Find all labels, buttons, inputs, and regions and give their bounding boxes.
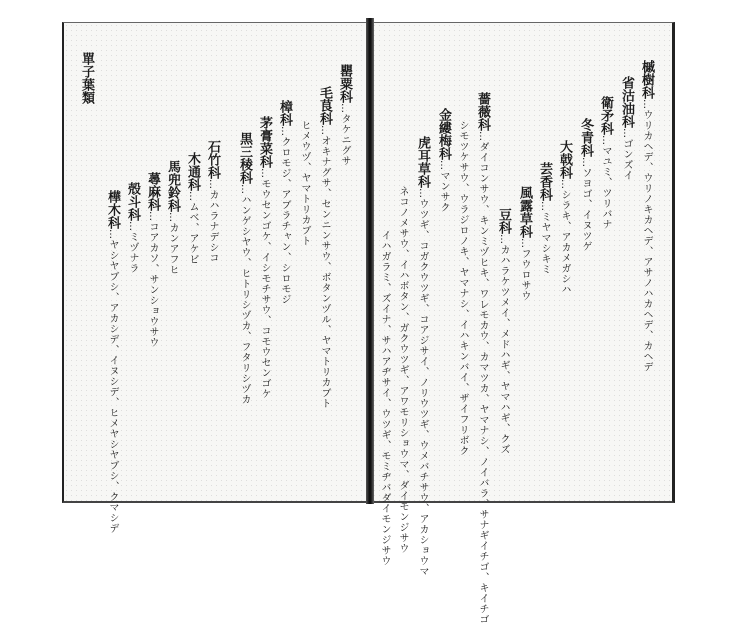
plant-family-column: 衛矛科…マユミ、ツリバナ [598,96,613,230]
plant-family-column: 冬青科…ソヨゴ、イヌツゲ [578,118,593,252]
plant-family-column: シモツケサウ、ウラジロノキ、ヤマナシ、イハキンバイ、ザイフリボク [457,120,468,456]
plant-family-column: 蕁麻科…コアカソ、サンショウサウ [145,172,160,348]
plant-family-column: 樟科…クロモジ、アブラチャン、シロモジ [277,100,292,305]
plant-family-column: 茅膏菜科…モウセンゴケ、イシモチサウ、コモウセンゴケ [257,116,272,399]
plant-family-column: 馬兜鈴科…カンアフヒ [165,160,180,275]
plant-family-column: 樺木科…ヤシヤブシ、アカシデ、イヌシデ、ヒメヤシヤブシ、クマシデ [105,190,120,534]
plant-family-column: ネコノメサウ、イハボタン、ガクウツギ、アワモリショウマ、ダイモンジサウ [397,186,408,554]
plant-family-column: 虎耳草科…ウツギ、コガクウツギ、コアジサイ、ノリウツギ、ウメバチサウ、アカショウマ [415,136,430,577]
plant-family-column: ヒメウヅ、ヤマトリカブト [299,120,310,246]
plant-family-column: 罌粟科…タケニグサ [337,64,352,166]
plant-family-column: 薔薇科…ダイコンサウ、キンミヅヒキ、ワレモカウ、カマツカ、ヤマナシ、ノイバラ、サナギイチゴ、キイチゴ [475,92,490,625]
plant-family-column: 毛茛科…オキナグサ、センニンサウ、ボタンヅル、ヤマトリカブト [317,86,332,409]
plant-family-column: 大戟科…シラキ、アカメガシハ [557,140,572,295]
plant-family-column: 殻斗科…ミヅナラ [125,182,140,274]
plant-family-column: 省沽油科…ゴンズイ [619,76,634,181]
plant-family-column: 金縷梅科…マンサク [436,108,451,213]
book-gutter [366,18,374,504]
plant-family-column: 木通科…ムベ、アケビ [185,152,200,265]
plant-family-column: 黒三稜科…ハンゲシヤウ、ヒトリシヅカ、フタリシヅカ [237,132,252,405]
plant-family-column: 豆科…カハラケツメイ、メドハギ、ヤマハギ、クズ [496,208,511,455]
plant-family-column: 芸香科…ミヤマシキミ [537,162,552,275]
plant-family-column: 風露草科…フウロサウ [517,186,532,301]
plant-family-column: 槭樹科…ウリカヘデ、ウリノキカヘデ、アサノハカヘデ、カヘデ [639,60,654,372]
plant-family-column: イハガラミ、ズイナ、サハアヂサイ、ウツギ、モミヂバダイモンジサウ [379,230,390,566]
plant-family-column: 石竹科…カハラナデシコ [205,140,220,263]
section-heading-monocots: 單子葉類 [79,52,94,104]
